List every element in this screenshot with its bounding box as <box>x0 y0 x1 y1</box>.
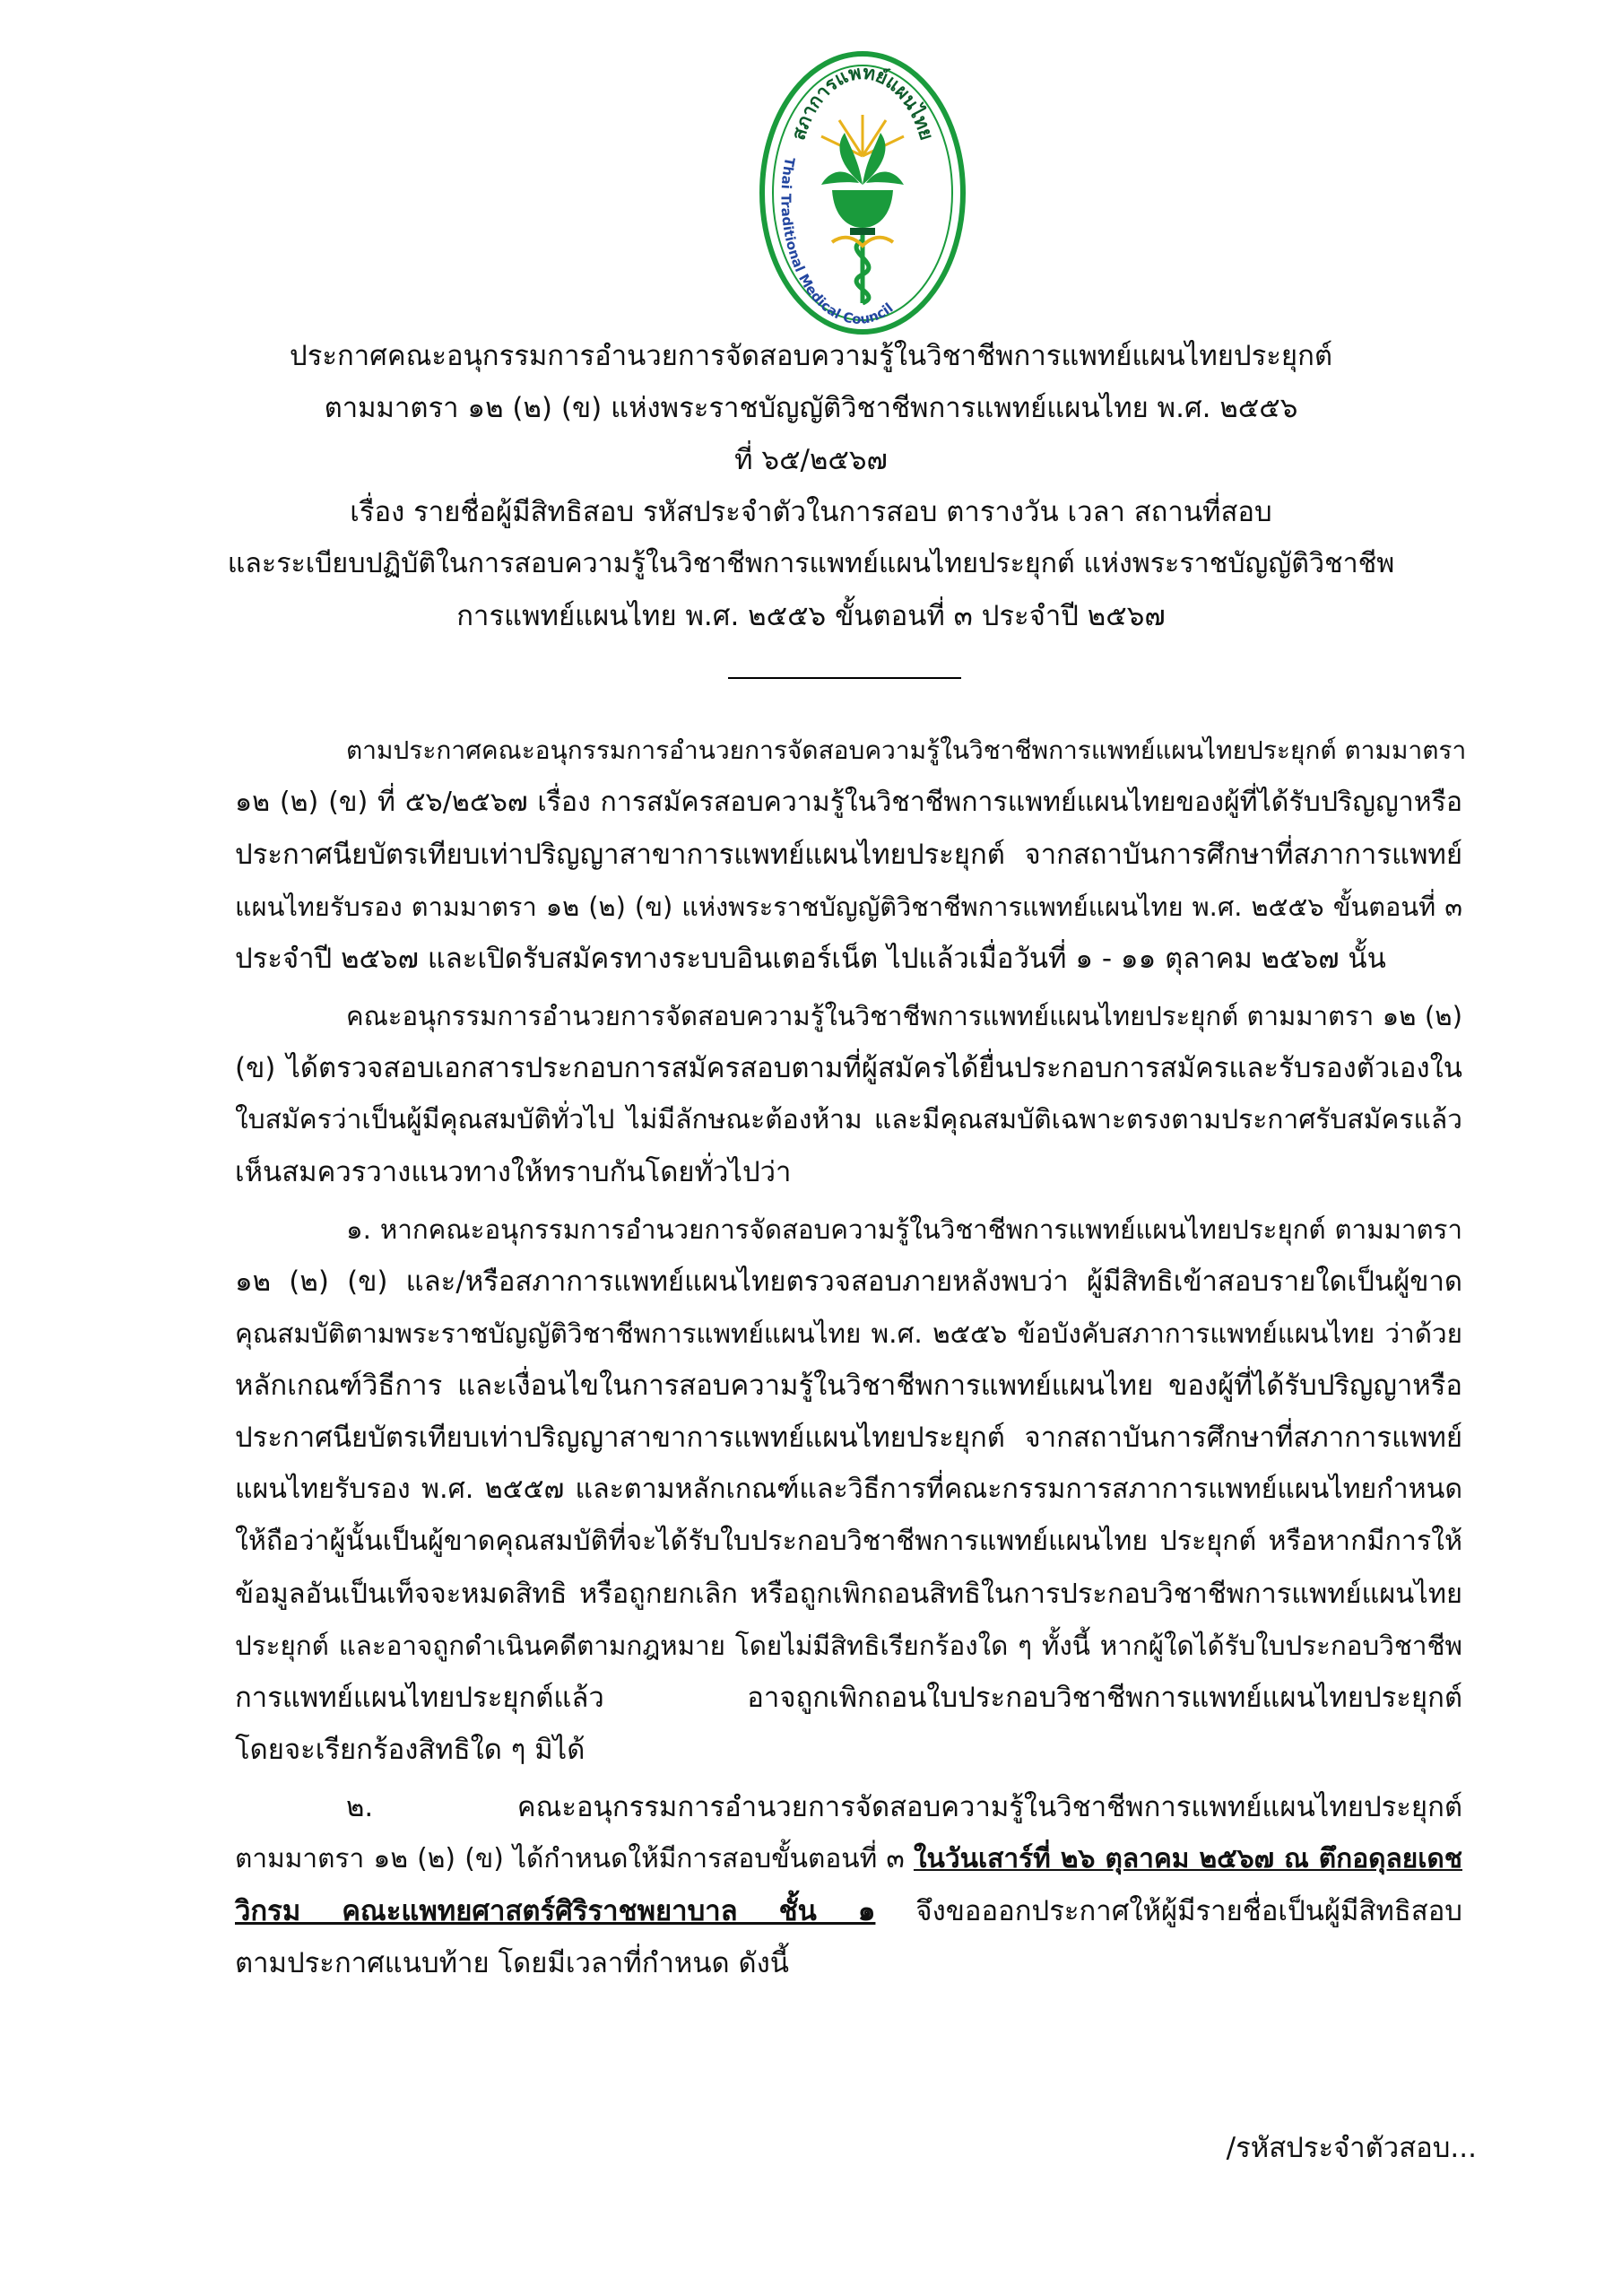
text-line: แผนไทยรับรอง ตามมาตรา ๑๒ (๒) (ข) แห่งพระราชบัญญัติวิชาชีพการแพทย์แผนไทย พ.ศ. ๒๕๕๖ ขั้นตอนที่ ๓ <box>235 891 1462 922</box>
text-line: โดยจะเรียกร้องสิทธิใด ๆ มิได้ <box>235 1734 585 1766</box>
paragraph-reference <box>235 725 1467 985</box>
council-seal-logo <box>759 50 967 335</box>
text-line: ตามประกาศแนบท้าย โดยมีเวลาที่กำหนด ดังนี้ <box>235 1947 789 1979</box>
text-line <box>235 1885 1462 1937</box>
text-line: การแพทย์แผนไทยประยุกต์แล้ว อาจถูกเพิกถอนใบประกอบวิชาชีพการแพทย์แผนไทยประยุกต์ <box>235 1682 1462 1714</box>
text-line <box>235 1833 1462 1885</box>
header-document-number: ที่ ๖๕/๒๕๖๗ <box>734 444 888 476</box>
text-line: (ข) ได้ตรวจสอบเอกสารประกอบการสมัครสอบตามที่ผู้สมัครได้ยื่นประกอบการสมัครและรับรองตัวเองใน <box>235 1052 1462 1084</box>
seal-text-thai: สภาการแพทย์แผนไทย <box>787 61 938 143</box>
announcement-header <box>224 330 1398 642</box>
text-segment: จึงขอออกประกาศให้ผู้มีรายชื่อเป็นผู้มีสิทธิสอบ <box>875 1895 1462 1927</box>
header-subject-line-3: การแพทย์แผนไทย พ.ศ. ๒๕๕๖ ขั้นตอนที่ ๓ ประจำปี ๒๕๖๗ <box>456 600 1166 632</box>
text-line: ให้ถือว่าผู้นั้นเป็นผู้ขาดคุณสมบัติที่จะได้รับใบประกอบวิชาชีพการแพทย์แผนไทย ประยุกต์ หรือหากมีการให้ <box>235 1526 1462 1557</box>
header-subject-line-1: เรื่อง รายชื่อผู้มีสิทธิสอบ รหัสประจำตัวในการสอบ ตารางวัน เวลา สถานที่สอบ <box>350 496 1272 528</box>
seal-text-english: Thai Traditional Medical Council <box>777 155 897 328</box>
text-line: ๑๒ (๒) (ข) และ/หรือสภาการแพทย์แผนไทยตรวจสอบภายหลังพบว่า ผู้มีสิทธิเข้าสอบรายใดเป็นผู้ขาด <box>235 1265 1462 1298</box>
text-segment: ตามมาตรา ๑๒ (๒) (ข) ได้กำหนดให้มีการสอบขั้นตอนที่ ๓ <box>235 1843 914 1874</box>
text-line: หลักเกณฑ์วิธีการ และเงื่อนไขในการสอบความรู้ในวิชาชีพการแพทย์แผนไทย ของผู้ที่ได้รับปริญญาหรือ <box>235 1370 1462 1402</box>
paragraph-review <box>235 990 1462 1198</box>
exam-venue-emphasis: วิกรม คณะแพทยศาสตร์ศิริราชพยาบาล ชั้น ๑ <box>235 1895 876 1927</box>
text-line: คุณสมบัติตามพระราชบัญญัติวิชาชีพการแพทย์แผนไทย พ.ศ. ๒๕๕๖ ข้อบังคับสภาการแพทย์แผนไทย ว่าด้วย <box>235 1318 1462 1349</box>
paragraph-item-2 <box>235 1781 1462 1989</box>
text-line: เห็นสมควรวางแนวทางให้ทราบกันโดยทั่วไปว่า <box>235 1156 792 1188</box>
header-subject-line-2: และระเบียบปฏิบัติในการสอบความรู้ในวิชาชีพการแพทย์แผนไทยประยุกต์ แห่งพระราชบัญญัติวิชาชีพ <box>227 548 1395 579</box>
text-line: ประกาศนียบัตรเทียบเท่าปริญญาสาขาการแพทย์แผนไทยประยุกต์ จากสถาบันการศึกษาที่สภาการแพทย์ <box>235 1422 1462 1454</box>
paragraph-item-1 <box>235 1204 1462 1776</box>
announcement-body <box>235 725 1467 1995</box>
text-line: คณะอนุกรรมการอำนวยการจัดสอบความรู้ในวิชาชีพการแพทย์แผนไทยประยุกต์ ตามมาตรา ๑๒ (๒) <box>346 1001 1462 1031</box>
header-legal-basis: ตามมาตรา ๑๒ (๒) (ข) แห่งพระราชบัญญัติวิชาชีพการแพทย์แผนไทย พ.ศ. ๒๕๕๖ <box>324 392 1298 424</box>
text-line: ๑. หากคณะอนุกรรมการอำนวยการจัดสอบความรู้ในวิชาชีพการแพทย์แผนไทยประยุกต์ ตามมาตรา <box>346 1214 1462 1245</box>
text-line: ๑๒ (๒) (ข) ที่ ๕๖/๒๕๖๗ เรื่อง การสมัครสอบความรู้ในวิชาชีพการแพทย์แผนไทยของผู้ที่ได้รับปริญญาหรือ <box>235 787 1462 818</box>
exam-date-venue-emphasis: ในวันเสาร์ที่ ๒๖ ตุลาคม ๒๕๖๗ ณ ตึกอดุลยเดช <box>913 1843 1462 1874</box>
page-continuation-note: /รหัสประจำตัวสอบ... <box>1226 2132 1477 2164</box>
text-line: ประจำปี ๒๕๖๗ และเปิดรับสมัครทางระบบอินเตอร์เน็ต ไปแล้วเมื่อวันที่ ๑ - ๑๑ ตุลาคม ๒๕๖๗ นั้น <box>235 943 1386 975</box>
header-title: ประกาศคณะอนุกรรมการอำนวยการจัดสอบความรู้ในวิชาชีพการแพทย์แผนไทยประยุกต์ <box>290 340 1332 372</box>
header-divider <box>728 677 961 679</box>
text-line: ใบสมัครว่าเป็นผู้มีคุณสมบัติทั่วไป ไม่มีลักษณะต้องห้าม และมีคุณสมบัติเฉพาะตรงตามประกาศรับสมัครแล้ว <box>235 1104 1462 1135</box>
text-line: ประกาศนียบัตรเทียบเท่าปริญญาสาขาการแพทย์แผนไทยประยุกต์ จากสถาบันการศึกษาที่สภาการแพทย์ <box>235 839 1462 871</box>
text-line: ข้อมูลอันเป็นเท็จจะหมดสิทธิ หรือถูกยกเลิก หรือถูกเพิกถอนสิทธิในการประกอบวิชาชีพการแพทย์แผนไทย <box>235 1578 1462 1610</box>
text-line: ตามประกาศคณะอนุกรรมการอำนวยการจัดสอบความรู้ในวิชาชีพการแพทย์แผนไทยประยุกต์ ตามมาตรา <box>346 735 1467 765</box>
text-line: แผนไทยรับรอง พ.ศ. ๒๕๕๗ และตามหลักเกณฑ์และวิธีการที่คณะกรรมการสภาการแพทย์แผนไทยกำหนด <box>235 1474 1462 1505</box>
text-line: ๒. คณะอนุกรรมการอำนวยการจัดสอบความรู้ในวิชาชีพการแพทย์แผนไทยประยุกต์ <box>346 1791 1462 1823</box>
text-line: ประยุกต์ และอาจถูกดำเนินคดีตามกฎหมาย โดยไม่มีสิทธิเรียกร้องใด ๆ ทั้งนี้ หากผู้ใดได้รับใบประกอบวิชาชีพ <box>235 1631 1462 1661</box>
